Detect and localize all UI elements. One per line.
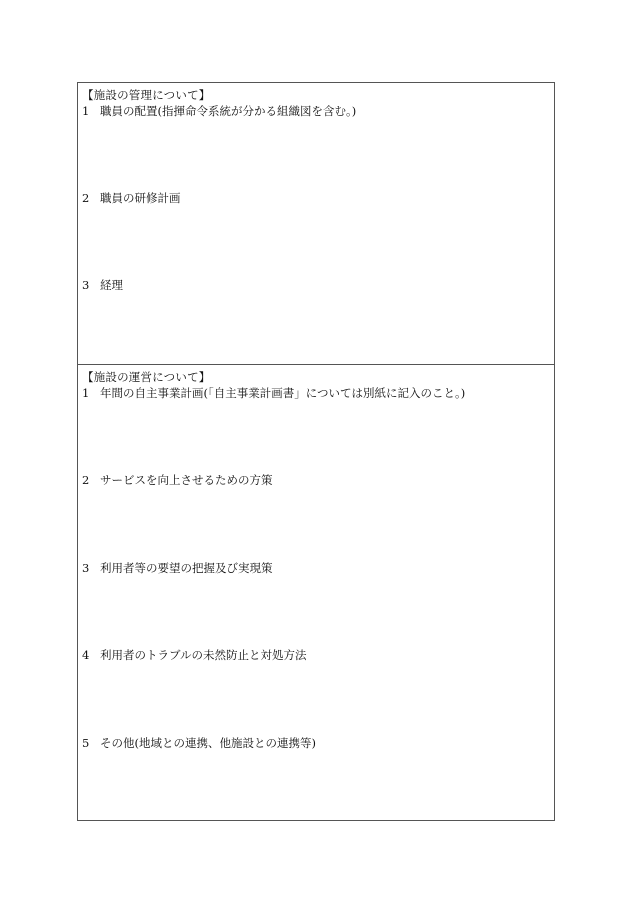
operation-item-other [82,735,316,751]
operation-section [78,365,554,820]
item-number: 4 [82,648,90,662]
item-label: 利用者等の要望の把握及び実現策 [100,561,273,575]
management-item-accounting [82,277,123,293]
operation-section-title: 【施設の運営について】 [82,370,211,384]
item-label: 経理 [100,278,123,292]
management-item-staff-training [82,190,181,206]
form-table [77,82,555,821]
operation-item-trouble-prevention [82,647,307,663]
item-label: 利用者のトラブルの未然防止と対処方法 [100,648,307,662]
item-number: 5 [82,736,90,750]
item-label: 職員の研修計画 [100,191,181,205]
operation-item-service-improvement [82,472,273,488]
management-item-staff-placement [82,103,356,119]
item-label: 年間の自主事業計画(「自主事業計画書」については別紙に記入のこと。) [100,386,466,400]
operation-item-user-requests [82,560,273,576]
item-label: その他(地域との連携、他施設との連携等) [100,736,316,750]
item-number: 2 [82,191,90,205]
management-section [78,83,554,365]
item-label: サービスを向上させるための方策 [100,473,273,487]
item-number: 3 [82,278,90,292]
item-number: 1 [82,104,90,118]
management-section-title: 【施設の管理について】 [82,88,211,102]
item-number: 2 [82,473,90,487]
item-number: 1 [82,386,90,400]
operation-item-annual-plan [82,385,465,401]
item-label: 職員の配置(指揮命令系統が分かる組織図を含む。) [100,104,357,118]
item-number: 3 [82,561,90,575]
